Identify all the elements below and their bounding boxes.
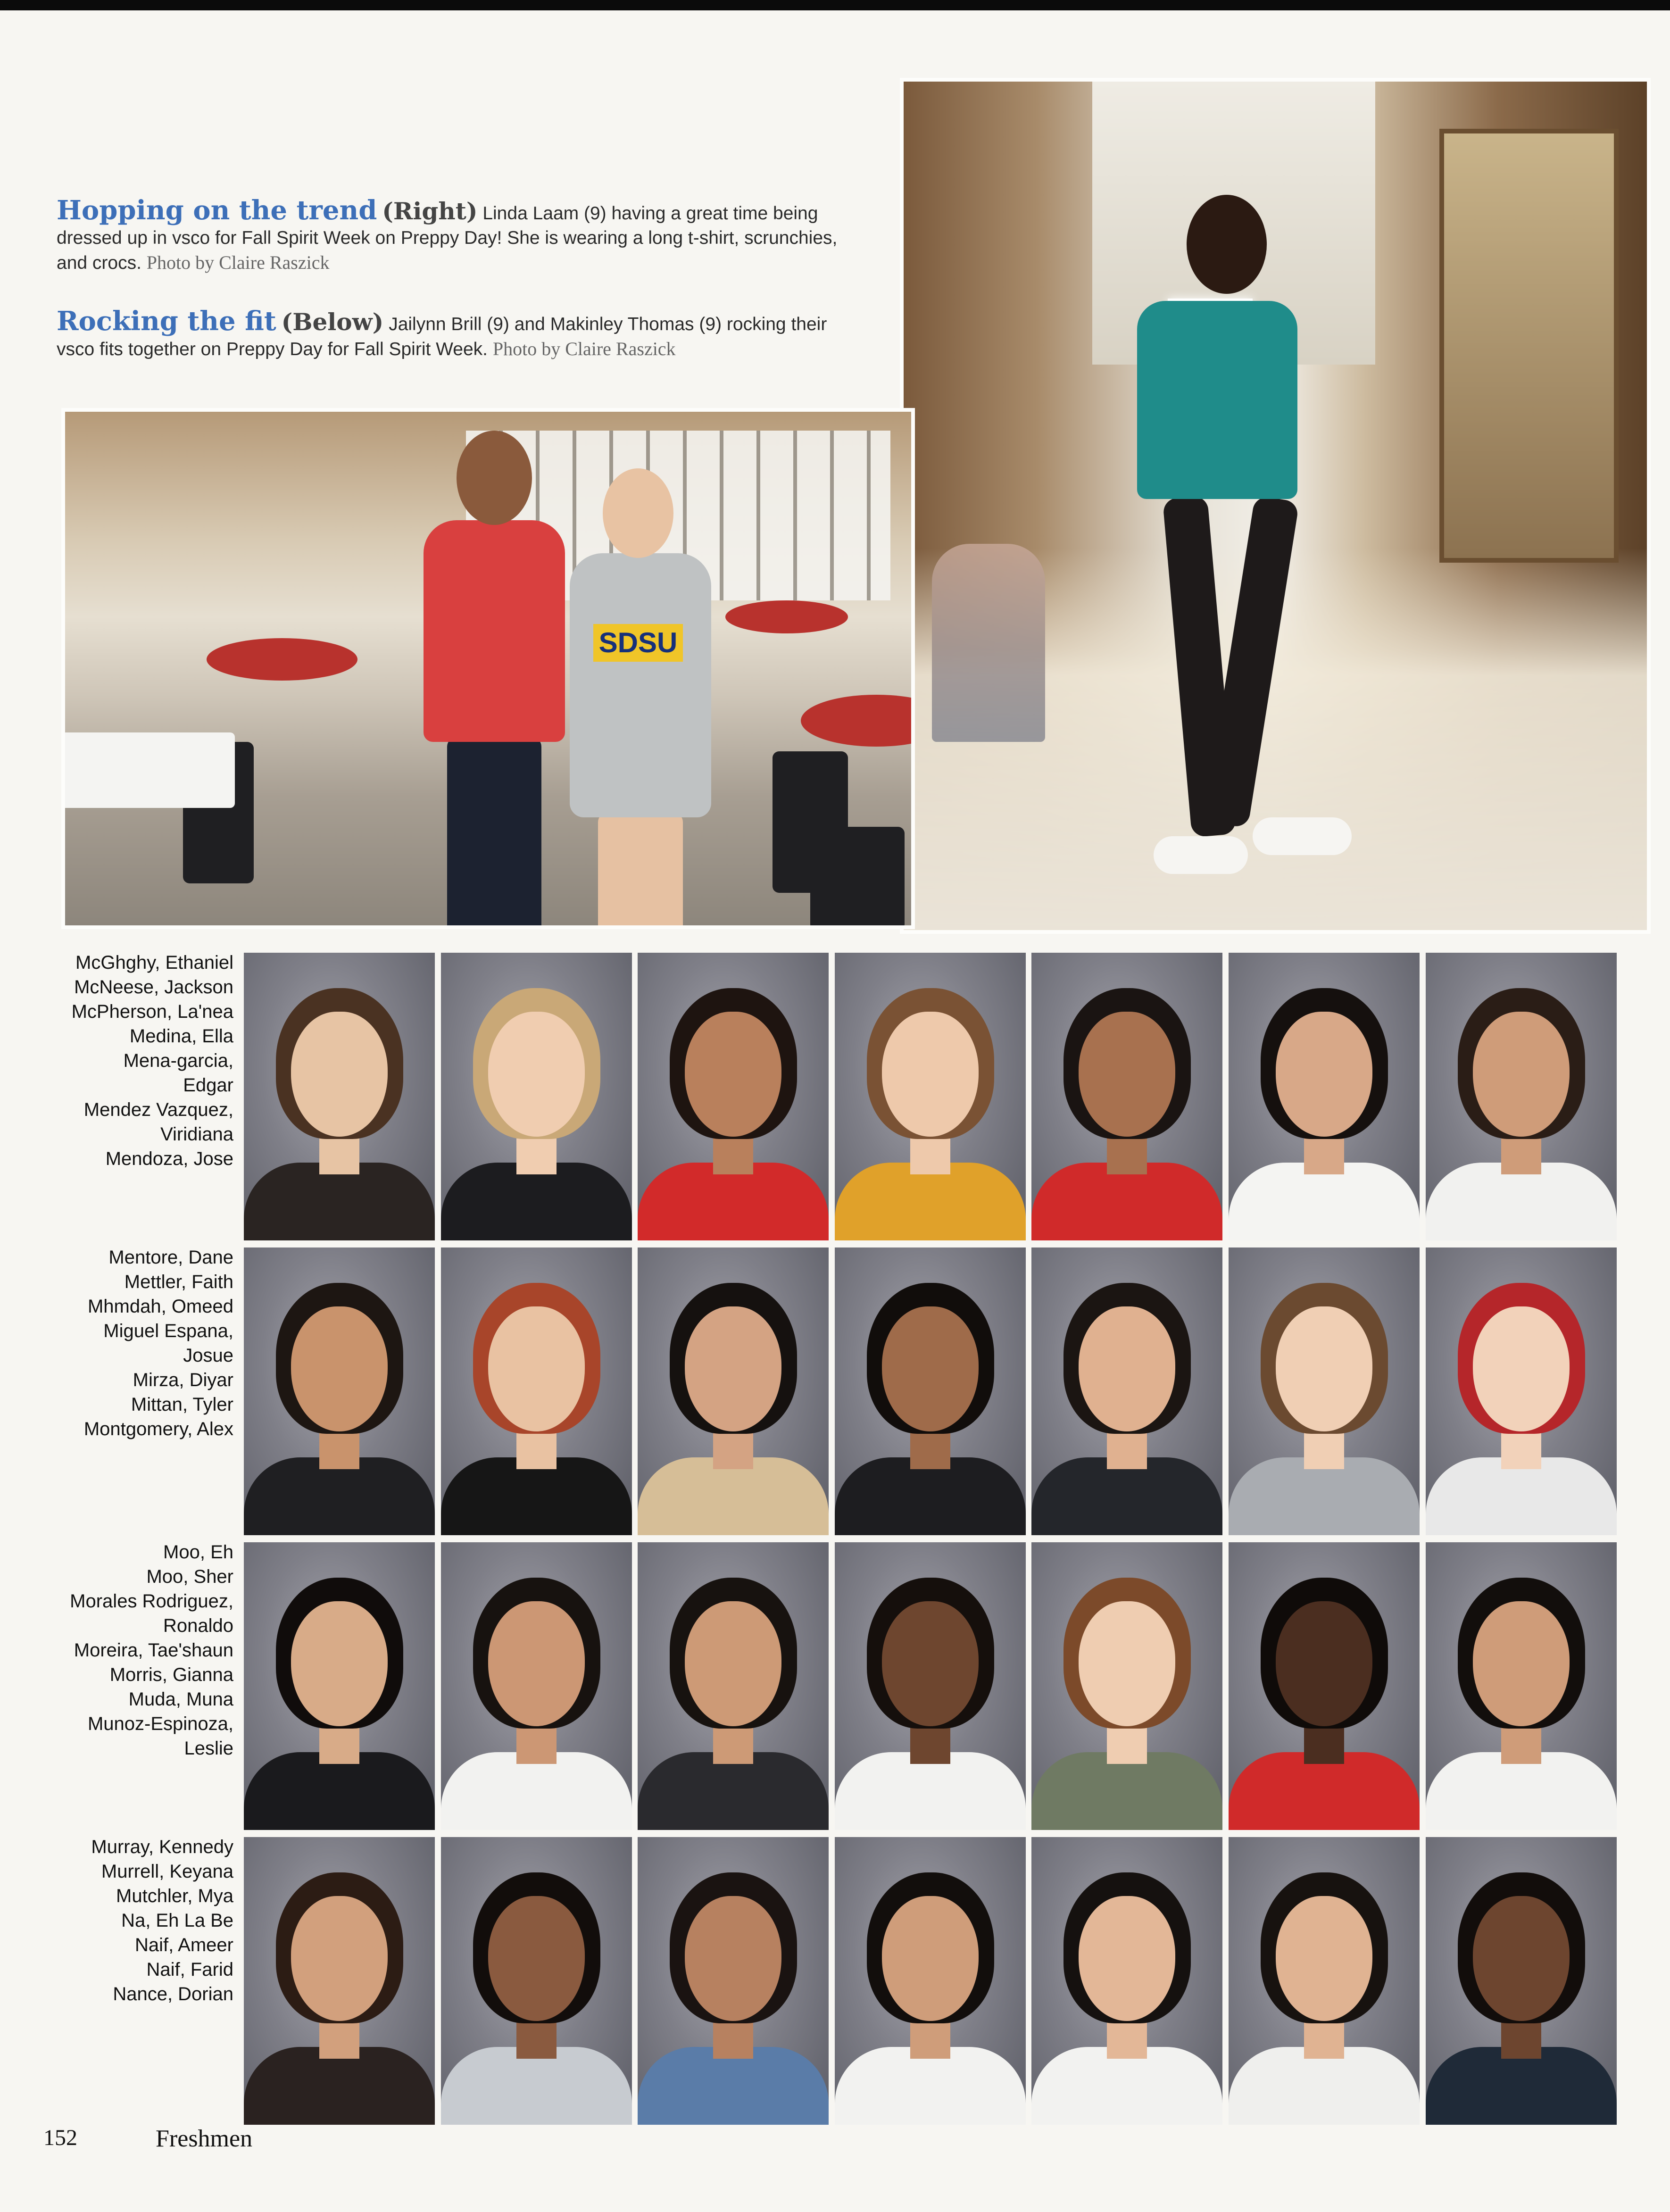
student-portrait [638, 1837, 829, 2125]
student-name-line: Moreira, Tae'shaun [74, 1640, 233, 1661]
student-portrait [1426, 953, 1617, 1240]
student-name-line: Ronaldo [163, 1615, 233, 1636]
caption-rocking-the-fit [57, 306, 858, 362]
teal-long-tshirt [1137, 301, 1297, 499]
photo-cafeteria-two-students [61, 408, 915, 929]
student-portrait [835, 953, 1026, 1240]
portrait-face [291, 1601, 388, 1726]
student-name-line: Mhmdah, Omeed [87, 1296, 233, 1317]
student-name-line: Mettler, Faith [124, 1272, 233, 1292]
student-name-line: Leslie [184, 1738, 233, 1759]
student-portrait [1031, 953, 1222, 1240]
student-portrait [835, 1542, 1026, 1830]
student-portrait [1031, 1542, 1222, 1830]
portrait-face [291, 1306, 388, 1431]
photo-credit: Photo by Claire Raszick [146, 252, 330, 273]
student-portrait [638, 1247, 829, 1535]
photo-credit: Photo by Claire Raszick [492, 338, 676, 359]
student-makinley-thomas [556, 468, 725, 929]
student-name-line: Murrell, Keyana [101, 1861, 233, 1882]
student-portrait [1229, 1837, 1420, 2125]
portrait-face [685, 1896, 781, 2021]
student-name-line: Mutchler, Mya [116, 1886, 233, 1906]
student-name-line: Mirza, Diyar [133, 1370, 233, 1390]
portrait-face [488, 1012, 585, 1137]
cafeteria-table [207, 638, 357, 681]
student-name-line: Munoz-Espinoza, [87, 1713, 233, 1734]
cafeteria-chair [810, 827, 905, 929]
student-name-line: Mentore, Dane [108, 1247, 233, 1268]
page-top-border [0, 0, 1670, 10]
portrait-face [882, 1896, 979, 2021]
shirt-logo: SDSU [593, 624, 683, 662]
trophy-case [1439, 129, 1619, 563]
student-portrait [638, 1542, 829, 1830]
student-portrait [244, 1542, 435, 1830]
portrait-face [1276, 1896, 1372, 2021]
portrait-face [882, 1306, 979, 1431]
name-list [19, 1540, 233, 1761]
name-list [19, 1245, 233, 1441]
caption-headline: Rocking the fit [57, 306, 276, 337]
student-name-line: Mena-garcia, [123, 1050, 233, 1071]
caption-direction: (Below) [281, 308, 384, 336]
section-name: Freshmen [156, 2125, 253, 2152]
student-name-line: Muda, Muna [128, 1689, 233, 1710]
student-portrait [441, 1542, 632, 1830]
student-portrait [835, 1837, 1026, 2125]
student-portrait [1426, 1247, 1617, 1535]
portrait-face [291, 1012, 388, 1137]
student-portrait [244, 953, 435, 1240]
student-name-line: Medina, Ella [129, 1026, 233, 1047]
white-crocs [1253, 817, 1352, 855]
student-portrait [638, 953, 829, 1240]
portrait-face [488, 1896, 585, 2021]
portrait-face [1276, 1306, 1372, 1431]
photo-hallway-student-walking [900, 78, 1651, 934]
student-name-line: Edgar [183, 1075, 233, 1096]
student-portrait [244, 1837, 435, 2125]
student-name-line: Morales Rodriguez, [70, 1591, 233, 1612]
gray-long-tshirt [570, 553, 711, 817]
student-name-line: Josue [183, 1345, 233, 1366]
student-portrait [441, 1837, 632, 2125]
student-portrait [244, 1247, 435, 1535]
red-nebraska-shirt [424, 520, 565, 742]
portrait-face [1473, 1896, 1570, 2021]
portrait-face [1079, 1896, 1175, 2021]
student-name-line: Viridiana [160, 1124, 233, 1145]
portrait-face [291, 1896, 388, 2021]
portrait-face [685, 1601, 781, 1726]
student-linda-laam [1073, 138, 1319, 893]
student-name-line: Murray, Kennedy [91, 1837, 233, 1857]
student-portrait [1229, 1542, 1420, 1830]
portrait-face [1079, 1306, 1175, 1431]
caption-hopping-on-the-trend [57, 195, 858, 275]
portrait-face [1473, 1601, 1570, 1726]
portrait-face [1079, 1601, 1175, 1726]
student-portrait [1426, 1837, 1617, 2125]
student-name-line: Mittan, Tyler [131, 1394, 233, 1415]
student-name-line: Miguel Espana, [103, 1321, 233, 1341]
student-portrait [1426, 1542, 1617, 1830]
caption-direction: (Right) [382, 197, 478, 225]
student-name-line: Montgomery, Alex [83, 1419, 233, 1439]
white-table [61, 732, 235, 808]
student-name-line: Mendez Vazquez, [83, 1099, 233, 1120]
name-list [19, 1835, 233, 2006]
student-name-line: Nance, Dorian [113, 1984, 233, 2004]
student-name-line: Mendoza, Jose [105, 1148, 233, 1169]
name-list [19, 950, 233, 1171]
student-name-line: Moo, Sher [146, 1566, 233, 1587]
student-portrait [1031, 1247, 1222, 1535]
student-name-line: McPherson, La'nea [71, 1001, 233, 1022]
student-name-line: McNeese, Jackson [74, 977, 233, 998]
student-jailynn-brill [405, 431, 574, 929]
portrait-face [1276, 1012, 1372, 1137]
portrait-face [1473, 1306, 1570, 1431]
student-name-line: Morris, Gianna [109, 1664, 233, 1685]
student-portrait [1031, 1837, 1222, 2125]
student-portrait [835, 1247, 1026, 1535]
caption-text: Jailynn Brill (9) and Makinley Thomas (9) rocking their vsco fits together on Preppy Day for Fall Spirit Week. [57, 314, 827, 359]
portrait-face [685, 1306, 781, 1431]
page-number: 152 [43, 2125, 77, 2150]
caption-text: Linda Laam (9) having a great time being dressed up in vsco for Fall Spirit Week on Preppy Day! She is wearing a long t-shirt, scrunchies, and crocs. [57, 203, 838, 273]
student-portrait [1229, 1247, 1420, 1535]
student-name-line: Moo, Eh [163, 1542, 233, 1563]
portrait-face [882, 1601, 979, 1726]
portrait-face [1276, 1601, 1372, 1726]
cafeteria-table [801, 695, 915, 747]
white-crocs [1154, 836, 1248, 874]
portrait-face [1079, 1012, 1175, 1137]
portrait-face [685, 1012, 781, 1137]
portrait-face [488, 1601, 585, 1726]
portrait-face [882, 1012, 979, 1137]
student-portrait [441, 1247, 632, 1535]
student-name-line: Na, Eh La Be [121, 1910, 233, 1931]
student-name-line: Naif, Farid [146, 1959, 233, 1980]
student-portrait [1229, 953, 1420, 1240]
student-name-line: McGhghy, Ethaniel [75, 952, 233, 973]
portrait-face [1473, 1012, 1570, 1137]
student-name-line: Naif, Ameer [135, 1935, 233, 1955]
caption-headline: Hopping on the trend [57, 195, 377, 226]
portrait-face [488, 1306, 585, 1431]
cafeteria-table [725, 600, 848, 633]
student-portrait [441, 953, 632, 1240]
